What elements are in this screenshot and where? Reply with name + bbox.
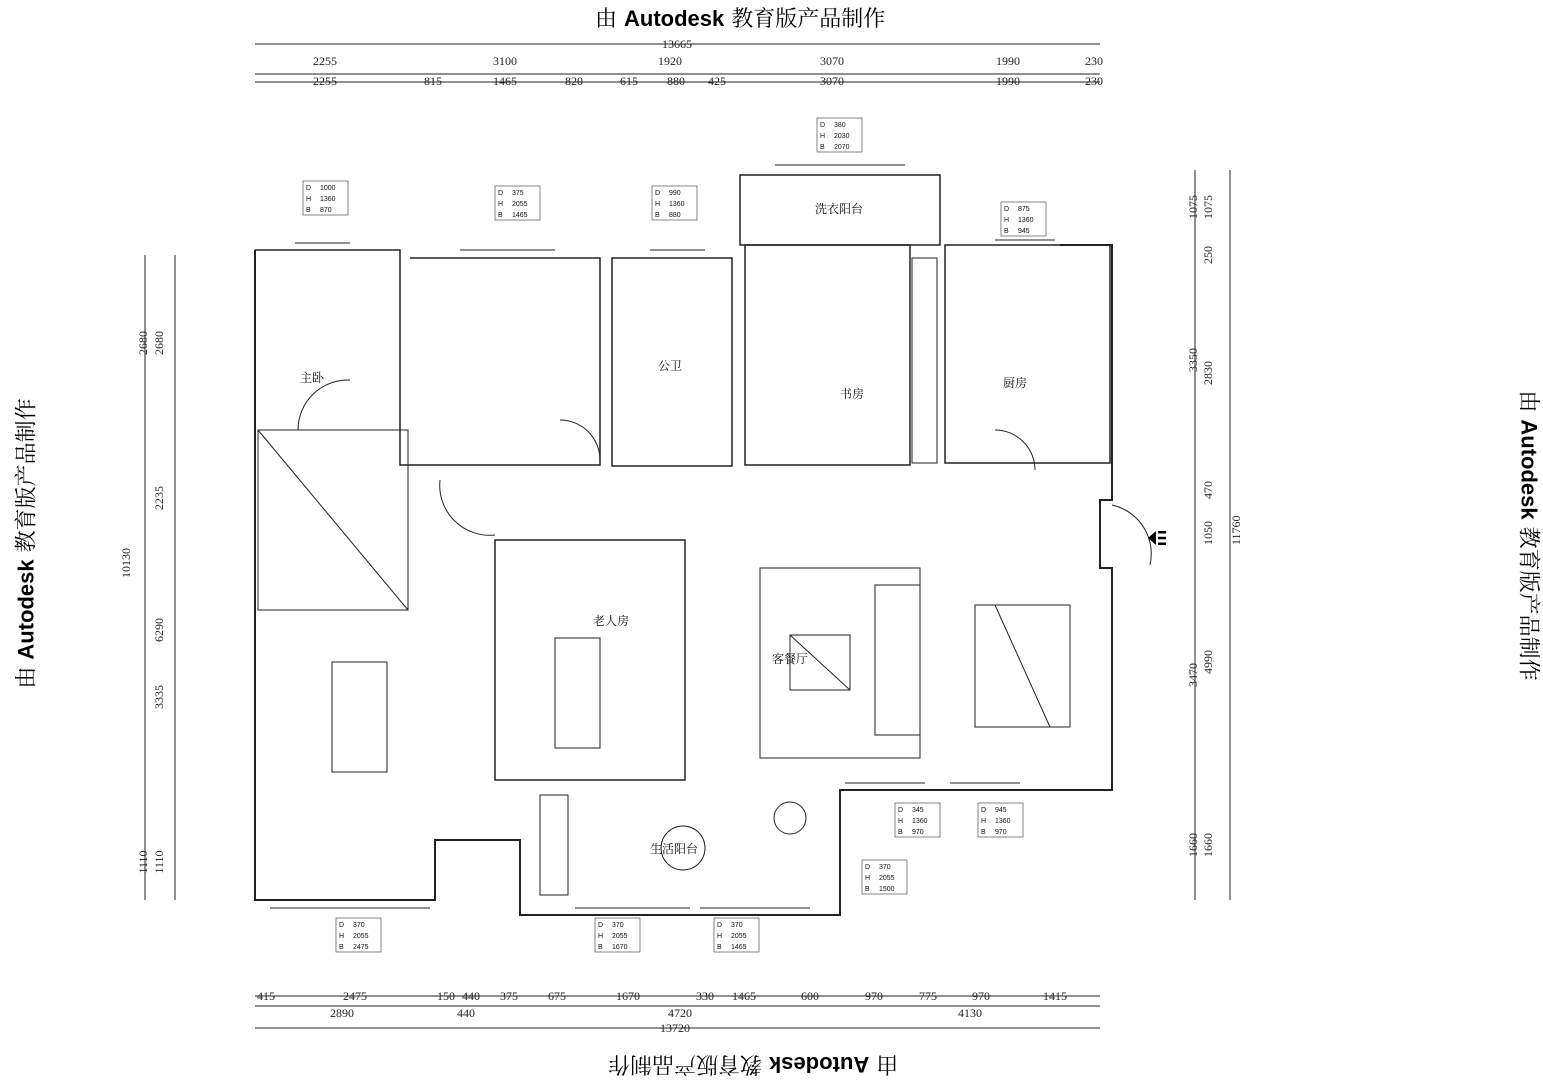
table-label: H bbox=[717, 933, 722, 940]
bottom-row1-dim: 675 bbox=[548, 989, 566, 1003]
right-a-dim: 1075 bbox=[1201, 195, 1215, 219]
wm-prefix: 由 bbox=[1516, 390, 1541, 419]
bottom-row2-dims bbox=[330, 1006, 982, 1020]
balcony-cabinet bbox=[540, 795, 568, 895]
table-value: 2475 bbox=[353, 944, 369, 951]
bottom-row1-dim: 600 bbox=[801, 989, 819, 1003]
top-row2-dims bbox=[313, 74, 1103, 88]
table-value: 370 bbox=[612, 922, 624, 929]
bottom-row1-dim: 330 bbox=[696, 989, 714, 1003]
elder-room-walls bbox=[495, 540, 685, 780]
bottom-row2-dim: 440 bbox=[457, 1006, 475, 1020]
table-value: 1360 bbox=[995, 818, 1011, 825]
right-a-dim: 1660 bbox=[1201, 833, 1215, 857]
right-b-dim: 1660 bbox=[1186, 833, 1200, 857]
table-value: 990 bbox=[669, 190, 681, 197]
table-label: B bbox=[981, 829, 986, 836]
right-a-dim: 2830 bbox=[1201, 361, 1215, 385]
window-spec-table bbox=[895, 803, 940, 837]
wm-suffix: 教育版产品制作 bbox=[1516, 520, 1541, 681]
top-row2-dim: 425 bbox=[708, 74, 726, 88]
table-label: D bbox=[865, 864, 870, 871]
table-label: H bbox=[865, 875, 870, 882]
top-row1-dim: 1920 bbox=[658, 54, 682, 68]
table-label: D bbox=[306, 185, 311, 192]
table-value: 1465 bbox=[512, 212, 528, 219]
left-inner-dim: 3335 bbox=[152, 685, 166, 709]
window-spec-table bbox=[303, 181, 348, 215]
elder-bed bbox=[555, 638, 600, 748]
left-inner-dim: 6290 bbox=[152, 618, 166, 642]
bottom-row1-dim: 415 bbox=[257, 989, 275, 1003]
kitchen-walls bbox=[945, 245, 1110, 463]
left-inner2-dim: 1110 bbox=[136, 850, 150, 873]
room-living-dining: 客餐厅 bbox=[772, 651, 808, 666]
table-value: 970 bbox=[912, 829, 924, 836]
bottom-row2-dim: 2890 bbox=[330, 1006, 354, 1020]
table-label: H bbox=[339, 933, 344, 940]
window-spec-table bbox=[595, 918, 640, 952]
right-b-dim: 3350 bbox=[1186, 348, 1200, 372]
room-master-bath: 主卧 bbox=[300, 370, 325, 385]
table-value: 370 bbox=[731, 922, 743, 929]
table-value: 2055 bbox=[512, 201, 528, 208]
table-label: D bbox=[981, 807, 986, 814]
table-value: 2055 bbox=[731, 933, 747, 940]
wm-suffix: 教育版产品制作 bbox=[724, 7, 885, 32]
table-label: H bbox=[898, 818, 903, 825]
table-label: D bbox=[339, 922, 344, 929]
table-value: 2055 bbox=[612, 933, 628, 940]
top-row2-dim: 820 bbox=[565, 74, 583, 88]
bottom-row1-dim: 1415 bbox=[1043, 989, 1067, 1003]
window-spec-table bbox=[1001, 202, 1046, 236]
table-label: B bbox=[306, 207, 311, 214]
table-label: B bbox=[498, 212, 503, 219]
study-walls bbox=[745, 245, 910, 465]
wm-brand: Autodesk bbox=[14, 559, 39, 659]
left-inner2-dims bbox=[136, 331, 150, 874]
bottom-row2-dim: 4720 bbox=[668, 1006, 692, 1020]
wm-brand: Autodesk bbox=[769, 1052, 869, 1077]
bottom-row1-dim: 1465 bbox=[732, 989, 756, 1003]
table-label: H bbox=[598, 933, 603, 940]
room-public-bath: 公卫 bbox=[658, 359, 682, 373]
table-label: B bbox=[865, 886, 870, 893]
window-spec-tables bbox=[303, 118, 1046, 952]
bottom-row1-dim: 970 bbox=[972, 989, 990, 1003]
top-row2-dim: 880 bbox=[667, 74, 685, 88]
left-inner2-dim: 2680 bbox=[136, 331, 150, 355]
table-value: 2055 bbox=[353, 933, 369, 940]
right-a-dim: 4990 bbox=[1201, 650, 1215, 674]
wm-prefix: 由 bbox=[595, 7, 624, 32]
table-label: B bbox=[717, 944, 722, 951]
window-spec-table bbox=[652, 186, 697, 220]
top-row1-dim: 3070 bbox=[820, 54, 844, 68]
table-label: H bbox=[820, 133, 825, 140]
table-label: D bbox=[717, 922, 722, 929]
right-b-dim: 3470 bbox=[1186, 663, 1200, 687]
table-value: 1360 bbox=[320, 196, 336, 203]
table-label: D bbox=[655, 190, 660, 197]
top-row2-dim: 1465 bbox=[493, 74, 517, 88]
bottom-row1-dim: 440 bbox=[462, 989, 480, 1003]
table-value: 1360 bbox=[912, 818, 928, 825]
table-label: D bbox=[1004, 206, 1009, 213]
table-label: H bbox=[1004, 217, 1009, 224]
wm-brand: Autodesk bbox=[1517, 419, 1542, 519]
table-label: H bbox=[981, 818, 986, 825]
table-value: 2055 bbox=[879, 875, 895, 882]
left-inner-dim: 2235 bbox=[152, 486, 166, 510]
window-spec-table bbox=[862, 860, 907, 894]
top-row2-dim: 1990 bbox=[996, 74, 1020, 88]
table-value: 970 bbox=[995, 829, 1007, 836]
window-spec-table bbox=[978, 803, 1023, 837]
master-bed bbox=[332, 662, 387, 772]
table-label: H bbox=[655, 201, 660, 208]
sofa bbox=[875, 585, 920, 735]
table-label: B bbox=[820, 144, 825, 151]
table-label: H bbox=[306, 196, 311, 203]
table-value: 375 bbox=[512, 190, 524, 197]
window-spec-table bbox=[495, 186, 540, 220]
plant bbox=[774, 802, 806, 834]
wm-prefix: 由 bbox=[15, 660, 40, 689]
right-outer-dim: 11760 bbox=[1229, 515, 1243, 545]
left-outer-dim: 10130 bbox=[119, 548, 133, 578]
top-row1-dim: 230 bbox=[1085, 54, 1103, 68]
wm-prefix: 由 bbox=[869, 1051, 898, 1076]
table-label: B bbox=[1004, 228, 1009, 235]
kitchen-door-arc bbox=[995, 430, 1035, 470]
master-bath-study-walls bbox=[255, 250, 600, 465]
table-value: 380 bbox=[834, 122, 846, 129]
table-value: 2070 bbox=[834, 144, 850, 151]
top-row2-dim: 615 bbox=[620, 74, 638, 88]
master-bath-door-arc bbox=[298, 380, 350, 430]
study-door-arc bbox=[560, 420, 600, 460]
table-value: 1360 bbox=[669, 201, 685, 208]
entrance-door-arc bbox=[1112, 505, 1151, 565]
study-shelf bbox=[912, 258, 937, 463]
bottom-total-dim: 13720 bbox=[660, 1021, 690, 1035]
window-spec-table bbox=[817, 118, 862, 152]
top-row1-dim: 1990 bbox=[996, 54, 1020, 68]
top-total-dim: 13665 bbox=[662, 37, 692, 51]
table-value: 945 bbox=[1018, 228, 1030, 235]
left-inner-dim: 2680 bbox=[152, 331, 166, 355]
top-row1-dim: 3100 bbox=[493, 54, 517, 68]
table-label: B bbox=[339, 944, 344, 951]
table-value: 370 bbox=[353, 922, 365, 929]
table-value: 1500 bbox=[879, 886, 895, 893]
table-value: 945 bbox=[995, 807, 1007, 814]
wm-suffix: 教育版产品制作 bbox=[608, 1051, 769, 1076]
right-a-dim: 1050 bbox=[1201, 521, 1215, 545]
room-elder: 老人房 bbox=[593, 613, 629, 628]
table-label: D bbox=[898, 807, 903, 814]
table-value: 1465 bbox=[731, 944, 747, 951]
table-label: H bbox=[498, 201, 503, 208]
wardrobe-diag bbox=[258, 430, 408, 610]
bottom-row1-dim: 1670 bbox=[616, 989, 640, 1003]
right-a-dims bbox=[1201, 195, 1215, 857]
room-study: 书房 bbox=[840, 386, 864, 401]
left-inner-dim: 1110 bbox=[152, 850, 166, 873]
bottom-row1-dim: 775 bbox=[919, 989, 937, 1003]
table-value: 345 bbox=[912, 807, 924, 814]
bottom-row2-dim: 4130 bbox=[958, 1006, 982, 1020]
bottom-row1-dim: 970 bbox=[865, 989, 883, 1003]
room-kitchen: 厨房 bbox=[1003, 375, 1027, 390]
hall-door-arc bbox=[440, 480, 495, 535]
right-a-dim: 250 bbox=[1201, 246, 1215, 264]
table-value: 1670 bbox=[612, 944, 628, 951]
table-label: B bbox=[598, 944, 603, 951]
wm-brand: Autodesk bbox=[624, 6, 724, 31]
bottom-row1-dim: 2475 bbox=[343, 989, 367, 1003]
table-label: B bbox=[898, 829, 903, 836]
table-label: D bbox=[498, 190, 503, 197]
bottom-row1-dim: 375 bbox=[500, 989, 518, 1003]
top-row1-dim: 2255 bbox=[313, 54, 337, 68]
table-value: 870 bbox=[320, 207, 332, 214]
right-b-dim: 1075 bbox=[1186, 195, 1200, 219]
right-b-dims bbox=[1186, 195, 1200, 857]
right-a-dim: 470 bbox=[1201, 481, 1215, 499]
dining-table-diag bbox=[995, 605, 1050, 727]
table-value: 880 bbox=[669, 212, 681, 219]
table-value: 2030 bbox=[834, 133, 850, 140]
wm-suffix: 教育版产品制作 bbox=[15, 398, 40, 559]
table-label: B bbox=[655, 212, 660, 219]
left-inner-dims bbox=[152, 331, 166, 874]
window-spec-table bbox=[336, 918, 381, 952]
table-value: 1360 bbox=[1018, 217, 1034, 224]
table-value: 1000 bbox=[320, 185, 336, 192]
top-row2-dim: 815 bbox=[424, 74, 442, 88]
top-row1-dims bbox=[313, 54, 1103, 68]
room-living-balcony: 生活阳台 bbox=[650, 841, 698, 856]
room-laundry-balcony: 洗衣阳台 bbox=[815, 201, 863, 216]
table-value: 875 bbox=[1018, 206, 1030, 213]
top-row2-dim: 3070 bbox=[820, 74, 844, 88]
bottom-row1-dim: 150 bbox=[437, 989, 455, 1003]
window-spec-table bbox=[714, 918, 759, 952]
top-row2-dim: 2255 bbox=[313, 74, 337, 88]
top-row2-dim: 230 bbox=[1085, 74, 1103, 88]
table-label: D bbox=[820, 122, 825, 129]
table-label: D bbox=[598, 922, 603, 929]
table-value: 370 bbox=[879, 864, 891, 871]
